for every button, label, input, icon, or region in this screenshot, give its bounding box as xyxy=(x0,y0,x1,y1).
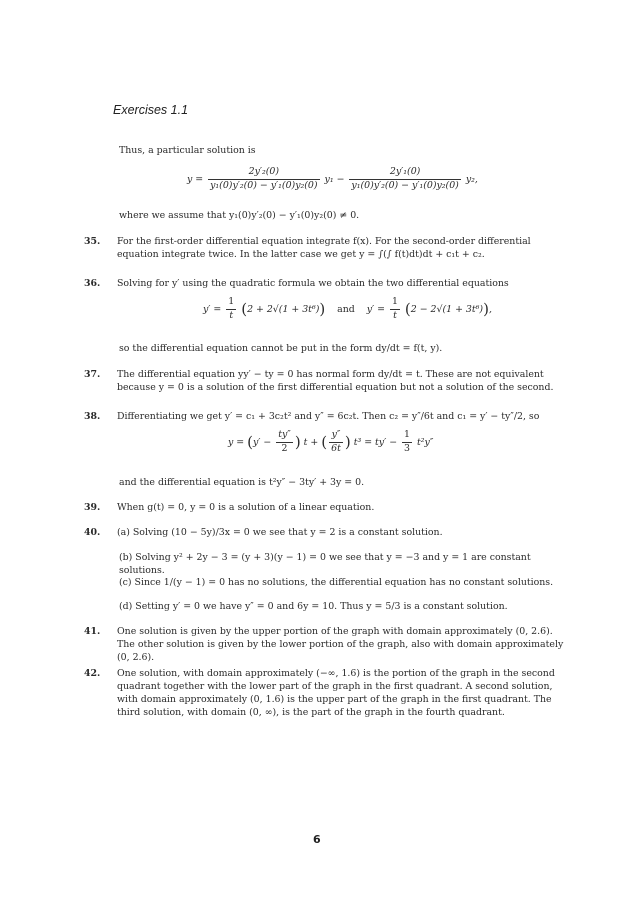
after-38-text: and the differential equation is t²y″ − 3ty′ + 3y = 0. xyxy=(119,477,365,488)
exercise-text: For the first-order differential equation integrate f(x). For the second-order differential equation integrate twice. In the latter case we get y = ∫(∫ f(t)dt)dt + c₁t + c₂. xyxy=(117,236,531,260)
eq38-d3: 3 xyxy=(404,442,411,454)
eq1-middle: y₁ − xyxy=(324,173,345,185)
exercise-number: 40. xyxy=(84,527,101,538)
eq36-one-2: 1 xyxy=(391,296,398,307)
exercise-38 xyxy=(84,411,570,424)
exercise-text: When g(t) = 0, y = 0 is a solution of a linear equation. xyxy=(117,502,375,513)
eq1-fraction-2 xyxy=(349,166,460,193)
eq38-n1: ty″ xyxy=(278,429,291,440)
eq38-rest: t³ = ty′ − xyxy=(353,436,398,448)
exercise-number: 35. xyxy=(84,236,101,247)
equation-36 xyxy=(203,296,492,323)
exercise-42 xyxy=(84,668,570,720)
exercise-text: One solution is given by the upper portion of the graph with domain approximately (0, 2.6). The other solution is given by the lower portion of the graph, also with domain approximately (0, 2.6). xyxy=(117,626,564,663)
exercise-40-part-b: (b) Solving y² + 2y − 3 = (y + 3)(y − 1) = 0 we see that y = −3 and y = 1 are constant solutions. xyxy=(119,552,531,576)
intro-text: Thus, a particular solution is xyxy=(119,145,256,156)
paren-open: ( xyxy=(404,300,411,319)
exercise-35 xyxy=(84,236,570,262)
paren-open: ( xyxy=(321,433,328,452)
eq1-denominator-2: y₁(0)y′₂(0) − y′₁(0)y₂(0) xyxy=(351,179,459,191)
eq1-numerator-1: 2y′₂(0) xyxy=(248,166,280,177)
eq38-end: t²y″ xyxy=(417,436,434,448)
eq38-fraction-1 xyxy=(276,429,293,456)
paren-close: ) xyxy=(344,433,351,452)
exercise-text: One solution, with domain approximately (−∞, 1.6) is the portion of the graph in the second quadrant together with the lower part of the graph in the first quadrant. A second solution, with domain approximately (0, 1.6) is the upper part of the graph in the first quadrant. The third solution, with domain (0, ∞), is the part of the graph in the fourth quadrant. xyxy=(117,668,555,718)
eq38-n3: 1 xyxy=(404,429,411,440)
eq36-t-2: t xyxy=(390,309,400,323)
eq36-t: t xyxy=(226,309,236,323)
exercise-36 xyxy=(84,278,570,291)
paren-close: ) xyxy=(294,433,301,452)
eq38-lhs: y = xyxy=(228,436,245,448)
exercise-number: 41. xyxy=(84,626,101,637)
eq38-n2: y″ xyxy=(331,429,341,440)
exercise-number: 42. xyxy=(84,668,101,679)
eq38-fraction-3 xyxy=(402,429,412,456)
exercise-41 xyxy=(84,626,570,665)
paren-close: ) xyxy=(483,300,489,319)
eq1-lhs: y = xyxy=(187,173,204,185)
paren-open: ( xyxy=(241,300,248,319)
eq36-inner-1: 2 + 2√(1 + 3t⁶) xyxy=(247,303,320,315)
eq36-fraction-2 xyxy=(390,296,400,323)
exercise-number: 36. xyxy=(84,278,101,289)
assumption-text: where we assume that y₁(0)y′₂(0) − y′₁(0)y₂(0) ≠ 0. xyxy=(119,210,360,221)
eq36-and: and xyxy=(337,303,355,315)
eq36-comma: , xyxy=(488,303,492,315)
exercise-40-part-d: (d) Setting y′ = 0 we have y″ = 0 and 6y = 10. Thus y = 5/3 is a constant solution. xyxy=(119,601,508,612)
paren-open: ( xyxy=(247,433,253,452)
section-header: Exercises 1.1 xyxy=(113,103,189,117)
exercise-number: 39. xyxy=(84,502,101,513)
equation-38 xyxy=(228,429,433,456)
eq1-denominator-1: y₁(0)y′₂(0) − y′₁(0)y₂(0) xyxy=(210,179,318,191)
eq36-fraction-1 xyxy=(226,296,236,323)
eq38-p1: y′ − xyxy=(252,436,272,448)
exercise-text: Differentiating we get y′ = c₁ + 3c₂t² and y″ = 6c₂t. Then c₂ = y″/6t and c₁ = y′ − ty″/2, so xyxy=(117,411,540,422)
exercise-text: (a) Solving (10 − 5y)/3x = 0 we see that y = 2 is a constant solution. xyxy=(117,527,443,538)
after-36-text: so the differential equation cannot be put in the form dy/dt = f(t, y). xyxy=(119,343,443,354)
eq1-tail: y₂, xyxy=(465,173,478,185)
exercise-39 xyxy=(84,502,570,515)
eq1-numerator-2: 2y′₁(0) xyxy=(389,166,421,177)
eq36-left: y′ = xyxy=(203,303,222,315)
eq36-one: 1 xyxy=(228,296,235,307)
eq38-d1: 2 xyxy=(276,442,293,456)
exercise-number: 38. xyxy=(84,411,101,422)
eq36-inner-2: 2 − 2√(1 + 3t⁶) xyxy=(410,303,484,315)
page-number: 6 xyxy=(313,833,321,846)
exercise-37 xyxy=(84,369,570,395)
exercise-40 xyxy=(84,527,570,540)
eq38-t: t + xyxy=(303,436,319,448)
eq38-fraction-2 xyxy=(329,429,343,456)
eq1-fraction-1 xyxy=(208,166,319,193)
exercise-text: Solving for y′ using the quadratic formula we obtain the two differential equations xyxy=(117,278,509,289)
paren-close: ) xyxy=(319,300,326,319)
particular-solution-equation xyxy=(187,166,478,193)
exercise-40-part-c: (c) Since 1/(y − 1) = 0 has no solutions, the differential equation has no constant solutions. xyxy=(119,577,554,588)
eq36-right: y′ = xyxy=(366,303,385,315)
exercise-number: 37. xyxy=(84,369,101,380)
eq38-d2: 6t xyxy=(331,442,341,454)
exercise-text: The differential equation yy′ − ty = 0 has normal form dy/dt = t. These are not equivalent because y = 0 is a solution of the first differential equation but not a solution of the second. xyxy=(117,369,554,393)
